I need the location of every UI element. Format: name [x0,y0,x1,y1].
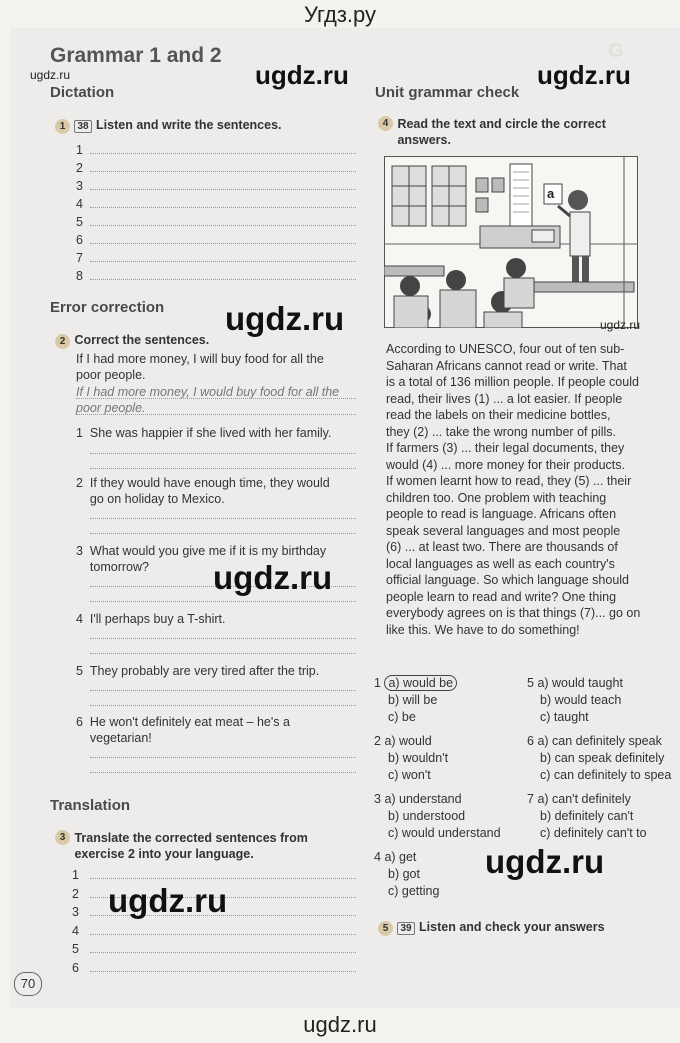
answer-line[interactable]: 7 [76,249,356,267]
option-group-5: 5 a) would taught b) would teach c) taught [527,676,623,724]
answer-line[interactable]: 8 [76,267,356,285]
ghost-text: G [608,40,624,62]
exercise-number-badge: 4 [378,116,393,131]
exercise-number-badge: 1 [55,119,70,134]
option[interactable]: c) be [388,710,416,724]
option[interactable]: a) would [384,734,432,748]
option[interactable]: b) got [388,867,420,881]
answer-line[interactable]: 2 [76,159,356,177]
divider [76,398,356,399]
watermark: ugdz.ru [225,300,345,337]
option[interactable]: b) would teach [540,693,622,707]
watermark: ugdz.ru [485,843,605,880]
ex5-instruction-row [378,918,605,936]
answer-line[interactable] [90,653,356,654]
option[interactable]: c) can definitely to spea [540,768,672,782]
watermark-small: ugdz.ru [30,68,71,82]
answer-line[interactable]: 1 [76,141,356,159]
option[interactable]: c) won't [388,768,431,782]
option[interactable]: a) can't definitely [537,792,631,806]
option[interactable]: b) wouldn't [388,751,449,765]
option[interactable]: a) would taught [537,676,623,690]
dictation-heading: Dictation [50,84,115,101]
option-group-2: 2 a) would b) wouldn't c) won't [374,734,449,782]
answer-line[interactable]: 6 [76,231,356,249]
error-correction-heading: Error correction [50,299,165,316]
option-group-4: 4 a) get b) got c) getting [374,850,440,898]
error-item-4: 4 I'll perhaps buy a T-shirt. [76,612,226,626]
option[interactable]: c) getting [388,884,440,898]
answer-line[interactable]: 3 [76,177,356,195]
answer-line[interactable]: 5 [72,940,356,959]
answer-line[interactable] [90,705,356,706]
option-circled[interactable]: a) would be [384,675,457,691]
dictation-instruction: Listen and write the sentences. [96,118,282,132]
ex4-instruction: Read the text and circle the correct answers. [397,117,606,147]
option[interactable]: a) get [384,850,417,864]
answer-line[interactable]: 5 [76,213,356,231]
site-title-bottom: ugdz.ru [303,1012,377,1037]
unit-grammar-check-heading: Unit grammar check [375,84,520,101]
reading-text: According to UNESCO, four out of ten sub- Saharan Africans cannot read or write. That is a total of 136 million people. If people could read, their lives (1) ... a lot easier. If people read the labels on their medicine bottles, they (2) ... take the wrong number of pills. If farmers (3) ... their legal documents, they would (4) ... more money for their products. If women learnt how to read, they (5) ... their children too. One problem with teaching people to read is language. Africans often speak several languages and most people (6) ... at least two. There are thousands of local languages as well as each country's official language. So which language should people learn to read and write? One thing everybody agrees on is that things (7)... go on like this. We have to do something! [386,342,641,637]
watermark: ugdz.ru [255,60,349,90]
option[interactable]: b) can speak definitely [540,751,665,765]
watermark-small: ugdz.ru [600,318,641,332]
option-group-7: 7 a) can't definitely b) definitely can't c) definitely can't to [527,792,647,840]
watermark: ugdz.ru [108,882,228,919]
translation-instruction-row [55,830,308,863]
answer-line[interactable]: 3 [72,903,356,922]
option[interactable]: a) understand [384,792,462,806]
error-item-6: 6 He won't definitely eat meat – he's a vegetarian! [76,715,290,745]
page-number: 70 [14,972,42,996]
answer-line[interactable] [90,601,356,602]
page-title: Grammar 1 and 2 [50,44,222,67]
ex4-instruction-row [378,116,606,149]
site-title-top: Угдз.ру [303,2,377,27]
option-group-6: 6 a) can definitely speak b) can speak definitely c) can definitely to spea [527,733,680,784]
example-answer: If I had more money, I would buy food for all the poor people. [76,385,340,415]
board-letter: a [547,186,555,201]
answer-line[interactable]: 6 [72,959,356,978]
option[interactable]: c) taught [540,710,589,724]
answer-line[interactable] [90,638,356,639]
watermark: ugdz.ru [537,60,631,90]
error-item-1: 1 She was happier if she lived with her family. [76,426,332,440]
classroom-drawing [384,156,638,328]
dictation-lines [76,141,356,285]
error-instruction: Correct the sentences. [74,333,210,347]
error-item-2: 2 If they would have enough time, they would go on holiday to Mexico. [76,476,330,506]
answer-line[interactable]: 4 [76,195,356,213]
error-item-3: 3 What would you give me if it is my birthday tomorrow? [76,544,327,574]
option[interactable]: c) definitely can't to [540,826,647,840]
translation-heading: Translation [50,797,131,814]
answer-line[interactable]: 1 [72,866,356,885]
exercise-number-badge: 5 [378,921,393,936]
option[interactable]: a) can definitely speak [537,734,662,748]
option[interactable]: b) understood [388,809,466,823]
option-group-1: 1 a) would be b) will be c) be [374,675,457,726]
example-sentence: If I had more money, I will buy food for all the poor people. [76,352,324,382]
answer-line[interactable]: 4 [72,922,356,941]
option-group-3: 3 a) understand b) understood c) would understand [374,792,501,840]
divider [76,414,356,415]
cd-track-icon: 38 [74,120,91,133]
exercise-number-badge: 3 [55,830,70,845]
dictation-instruction-row [55,116,282,134]
answer-line[interactable] [90,533,356,534]
answer-line[interactable] [90,453,356,454]
translation-instruction: Translate the corrected sentences from exercise 2 into your language. [74,831,308,861]
error-instruction-row [55,331,209,349]
answer-line[interactable] [90,772,356,773]
option[interactable]: c) would understand [388,826,501,840]
answer-line[interactable] [90,757,356,758]
error-item-5: 5 They probably are very tired after the trip. [76,664,320,678]
answer-line[interactable]: 2 [72,885,356,904]
classroom-illustration [384,156,638,328]
cd-track-icon: 39 [397,922,414,935]
answer-line[interactable] [90,518,356,519]
answer-line[interactable] [90,690,356,691]
answer-line[interactable] [90,468,356,469]
exercise-number-badge: 2 [55,334,70,349]
ex5-instruction: Listen and check your answers [419,920,605,934]
option[interactable]: b) will be [388,693,438,707]
option[interactable]: b) definitely can't [540,809,634,823]
watermark: ugdz.ru [213,559,333,596]
